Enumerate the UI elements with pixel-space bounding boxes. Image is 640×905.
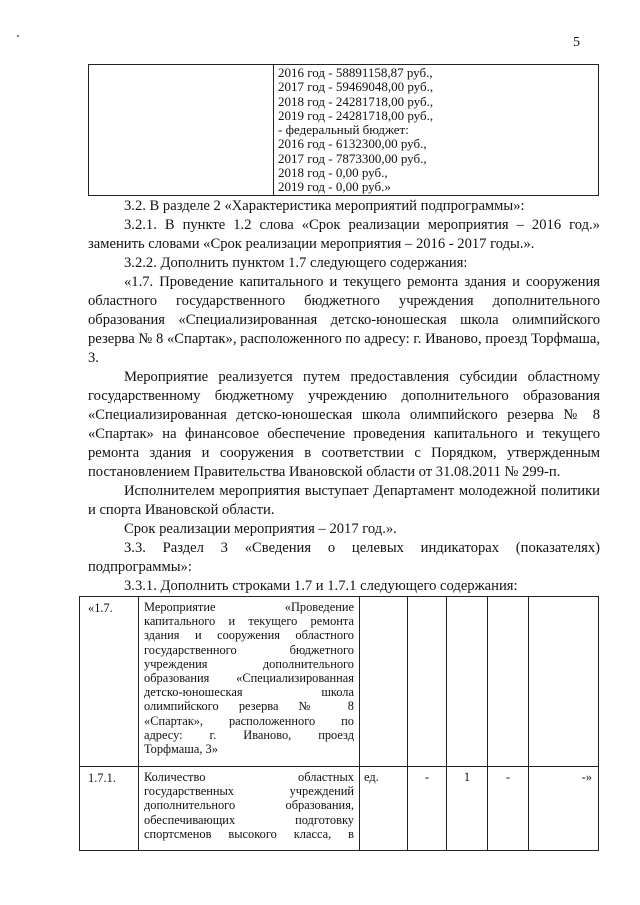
row-value (529, 597, 599, 767)
funding-line: 2016 год - 58891158,87 руб., (278, 65, 433, 80)
scan-speck (17, 35, 19, 37)
funding-line: 2019 год - 24281718,00 руб., (278, 107, 434, 123)
row-value (447, 597, 488, 767)
funding-line: 2019 год - 0,00 руб.» (278, 179, 391, 195)
row-name (139, 597, 360, 767)
row-number: «1.7. (80, 597, 139, 767)
table-row (80, 597, 599, 767)
row-name-line: Количество областных (144, 770, 354, 784)
row-value: - (488, 767, 529, 851)
row-name-line: детско-юношеская школа (144, 685, 354, 700)
row-name-line: государственного бюджетного (144, 642, 354, 657)
row-name-line: капитального и текущего ремонта (144, 614, 354, 629)
row-name-line: образования «Специализированная (144, 671, 354, 686)
row-value: -» (529, 767, 599, 851)
page-number: 5 (573, 35, 580, 50)
paragraph-3-2-1: 3.2.1. В пункте 1.2 слова «Срок реализации мероприятия – 2016 год.» заменить словами «Срок реализации мероприятия – 2016 - 2017 годы.». (88, 217, 600, 252)
row-unit (360, 597, 408, 767)
paragraph-executor: Исполнителем мероприятия выступает Департамент молодежной политики и спорта Ивановской области. (88, 483, 600, 518)
row-number: 1.7.1. (80, 767, 139, 851)
funding-line: 2017 год - 59469048,00 руб., (278, 79, 434, 95)
paragraph-3-2-2: 3.2.2. Дополнить пунктом 1.7 следующего содержания: (124, 255, 468, 271)
paragraph-1-7: «1.7. Проведение капитального и текущего ремонта здания и сооружения областного государственного бюджетного учреждения дополнительного образования «Специализированная детско-юношеская школа олимпийского резерва № 8 «Спартак», расположенного по адресу: г. Иваново, проезд Торфмаша, 3. (88, 274, 600, 366)
funding-table (88, 64, 599, 196)
row-name-line: здания и сооружения областного (144, 628, 354, 643)
row-name-line: учреждения дополнительного (144, 656, 354, 671)
row-name-line: дополнительного образования, (144, 798, 354, 813)
row-name-line: спортсменов высокого класса, в (144, 826, 354, 841)
row-name-line: Торфмаша, 3» (144, 742, 218, 757)
funding-table-label-cell (89, 65, 274, 196)
row-value (488, 597, 529, 767)
row-name-line: обеспечивающих подготовку (144, 812, 354, 827)
row-value (408, 597, 447, 767)
paragraph-activity: Мероприятие реализуется путем предоставления субсидии областному государственному бюджетному учреждению дополнительного образования «Специализированная детско-юношеская школа олимпийского резерва № 8 «Спартак» на финансовое обеспечение проведения капитального и текущего ремонта здания и сооружения в соответствии с Порядком, утвержденным постановлением Правительства Ивановской области от 31.08.2011 № 299-п. (88, 369, 600, 480)
paragraph-3-3: 3.3. Раздел 3 «Сведения о целевых индикаторах (показателях) подпрограммы»: (88, 540, 600, 575)
row-name-line: государственных учреждений (144, 784, 354, 799)
row-value: 1 (447, 767, 488, 851)
funding-line: 2018 год - 0,00 руб., (278, 165, 388, 181)
row-value: - (408, 767, 447, 851)
row-name-line: «Спартак», расположенного по (144, 713, 354, 728)
row-name-line: адресу: г. Иваново, проезд (144, 727, 354, 742)
funding-line: 2018 год - 24281718,00 руб., (278, 93, 434, 109)
funding-line: 2017 год - 7873300,00 руб., (278, 150, 427, 166)
row-name (139, 767, 360, 851)
paragraph-3-3-1: 3.3.1. Дополнить строками 1.7 и 1.7.1 следующего содержания: (124, 578, 518, 594)
indicator-table (79, 596, 599, 851)
row-unit: ед. (360, 767, 408, 851)
row-name-line: олимпийского резерва № 8 (144, 699, 354, 714)
document-body (88, 197, 600, 596)
table-row (80, 767, 599, 851)
paragraph-term: Срок реализации мероприятия – 2017 год.». (124, 521, 397, 537)
row-name-line: Мероприятие «Проведение (144, 600, 354, 614)
funding-line: 2016 год - 6132300,00 руб., (278, 136, 427, 152)
paragraph-3-2: 3.2. В разделе 2 «Характеристика мероприятий подпрограммы»: (124, 198, 525, 214)
funding-line: - федеральный бюджет: (278, 122, 409, 138)
funding-table-value-cell (274, 65, 599, 196)
